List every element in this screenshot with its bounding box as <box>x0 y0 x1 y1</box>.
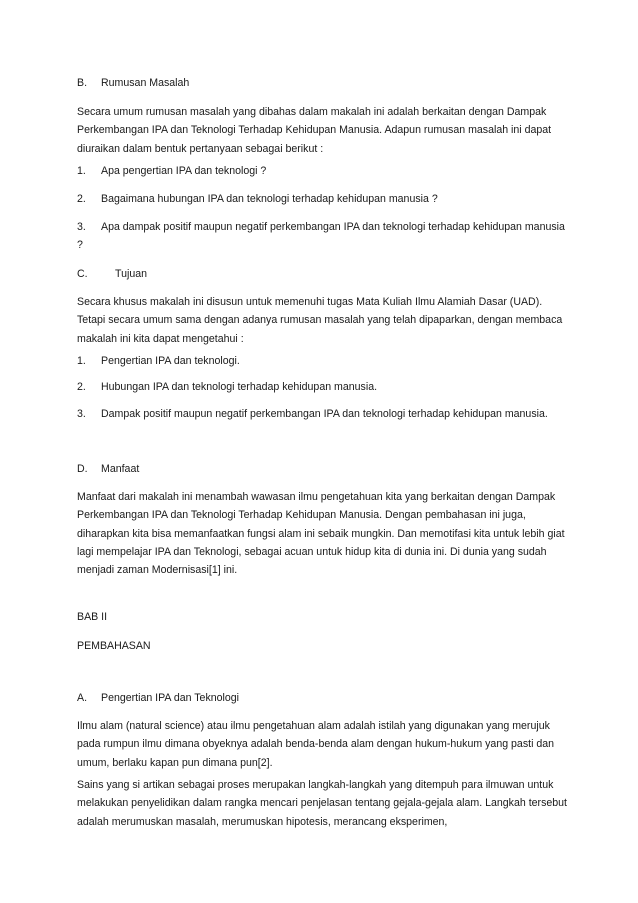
list-item <box>77 352 567 370</box>
chapter-label: BAB II <box>77 611 108 623</box>
list-text: Dampak positif maupun negatif perkembangan IPA dan teknologi terhadap kehidupan manusia. <box>101 408 548 420</box>
list-number: 2. <box>77 193 86 205</box>
list-text: Pengertian IPA dan teknologi. <box>101 355 240 367</box>
list-number: 3. <box>77 408 86 420</box>
list-number: 1. <box>77 165 86 177</box>
section-title: Pengertian IPA dan Teknologi <box>101 692 240 704</box>
list-number: 1. <box>77 355 86 367</box>
paragraph-sains: Sains yang si artikan sebagai proses merupakan langkah-langkah yang ditempuh para ilmuwan untuk melakukan penyelidikan dalam rangka mencari penjelasan tentang gejala-gejala alam. Langkah tersebut adalah merumuskan masalah, merumuskan hipotesis, merancang eksperimen, <box>77 779 567 828</box>
paragraph-tujuan-intro: Secara khusus makalah ini disusun untuk memenuhi tugas Mata Kuliah Ilmu Alamiah Dasar (UAD). Tetapi secara umum sama dengan adanya rumusan masalah yang telah dipaparkan, dengan membaca makalah ini kita dapat mengetahui : <box>77 296 563 345</box>
list-text: Bagaimana hubungan IPA dan teknologi terhadap kehidupan manusia ? <box>101 193 438 205</box>
paragraph-ilmu-alam: Ilmu alam (natural science) atau ilmu pengetahuan alam adalah istilah yang digunakan yang merujuk pada rumpun ilmu dimana obyeknya adalah benda-benda alam dengan hukum-hukum yang pasti dan umum, berlaku kapan pun dimana pun[2]. <box>77 720 555 769</box>
section-number: D. <box>77 463 88 475</box>
list-text: Apa pengertian IPA dan teknologi ? <box>101 165 267 177</box>
section-title: Tujuan <box>115 268 147 280</box>
section-heading-rumusan-masalah <box>77 74 567 92</box>
list-item <box>77 378 567 396</box>
paragraph-rumusan-intro: Secara umum rumusan masalah yang dibahas dalam makalah ini adalah berkaitan dengan Dampak Perkembangan IPA dan Teknologi Terhadap Kehidupan Manusia. Adapun rumusan masalah ini dapat diuraikan dalam bentuk pertanyaan sebagai berikut : <box>77 106 552 155</box>
section-number: B. <box>77 77 88 89</box>
list-text: Hubungan IPA dan teknologi terhadap kehidupan manusia. <box>101 381 378 393</box>
paragraph-manfaat: Manfaat dari makalah ini menambah wawasan ilmu pengetahuan kita yang berkaitan dengan Dampak Perkembangan IPA dan Teknologi Terhadap Kehidupan Manusia. Dengan pembahasan ini juga, diharapkan kita bisa memanfaatkan fungsi alam ini sebaik mungkin. Dan memotifasi kita untuk lebih giat lagi mempelajar IPA dan Teknologi, sebagai acuan untuk hidup kita di dunia ini. Di dunia yang sudah menjadi zaman Modernisasi[1] ini. <box>77 491 565 577</box>
chapter-title: PEMBAHASAN <box>77 640 151 652</box>
list-item <box>77 218 567 255</box>
section-heading-manfaat <box>77 460 567 478</box>
section-title: Rumusan Masalah <box>101 77 190 89</box>
section-number: A. <box>77 692 88 704</box>
section-heading-tujuan <box>77 265 567 283</box>
section-title: Manfaat <box>101 463 140 475</box>
section-number: C. <box>77 268 88 280</box>
list-number: 3. <box>77 221 86 233</box>
list-number: 2. <box>77 381 86 393</box>
list-item <box>77 405 567 423</box>
list-item <box>77 190 567 208</box>
list-text: Apa dampak positif maupun negatif perkembangan IPA dan teknologi terhadap kehidupan manusia ? <box>77 221 565 252</box>
section-heading-pengertian <box>77 689 567 707</box>
list-item <box>77 162 567 180</box>
